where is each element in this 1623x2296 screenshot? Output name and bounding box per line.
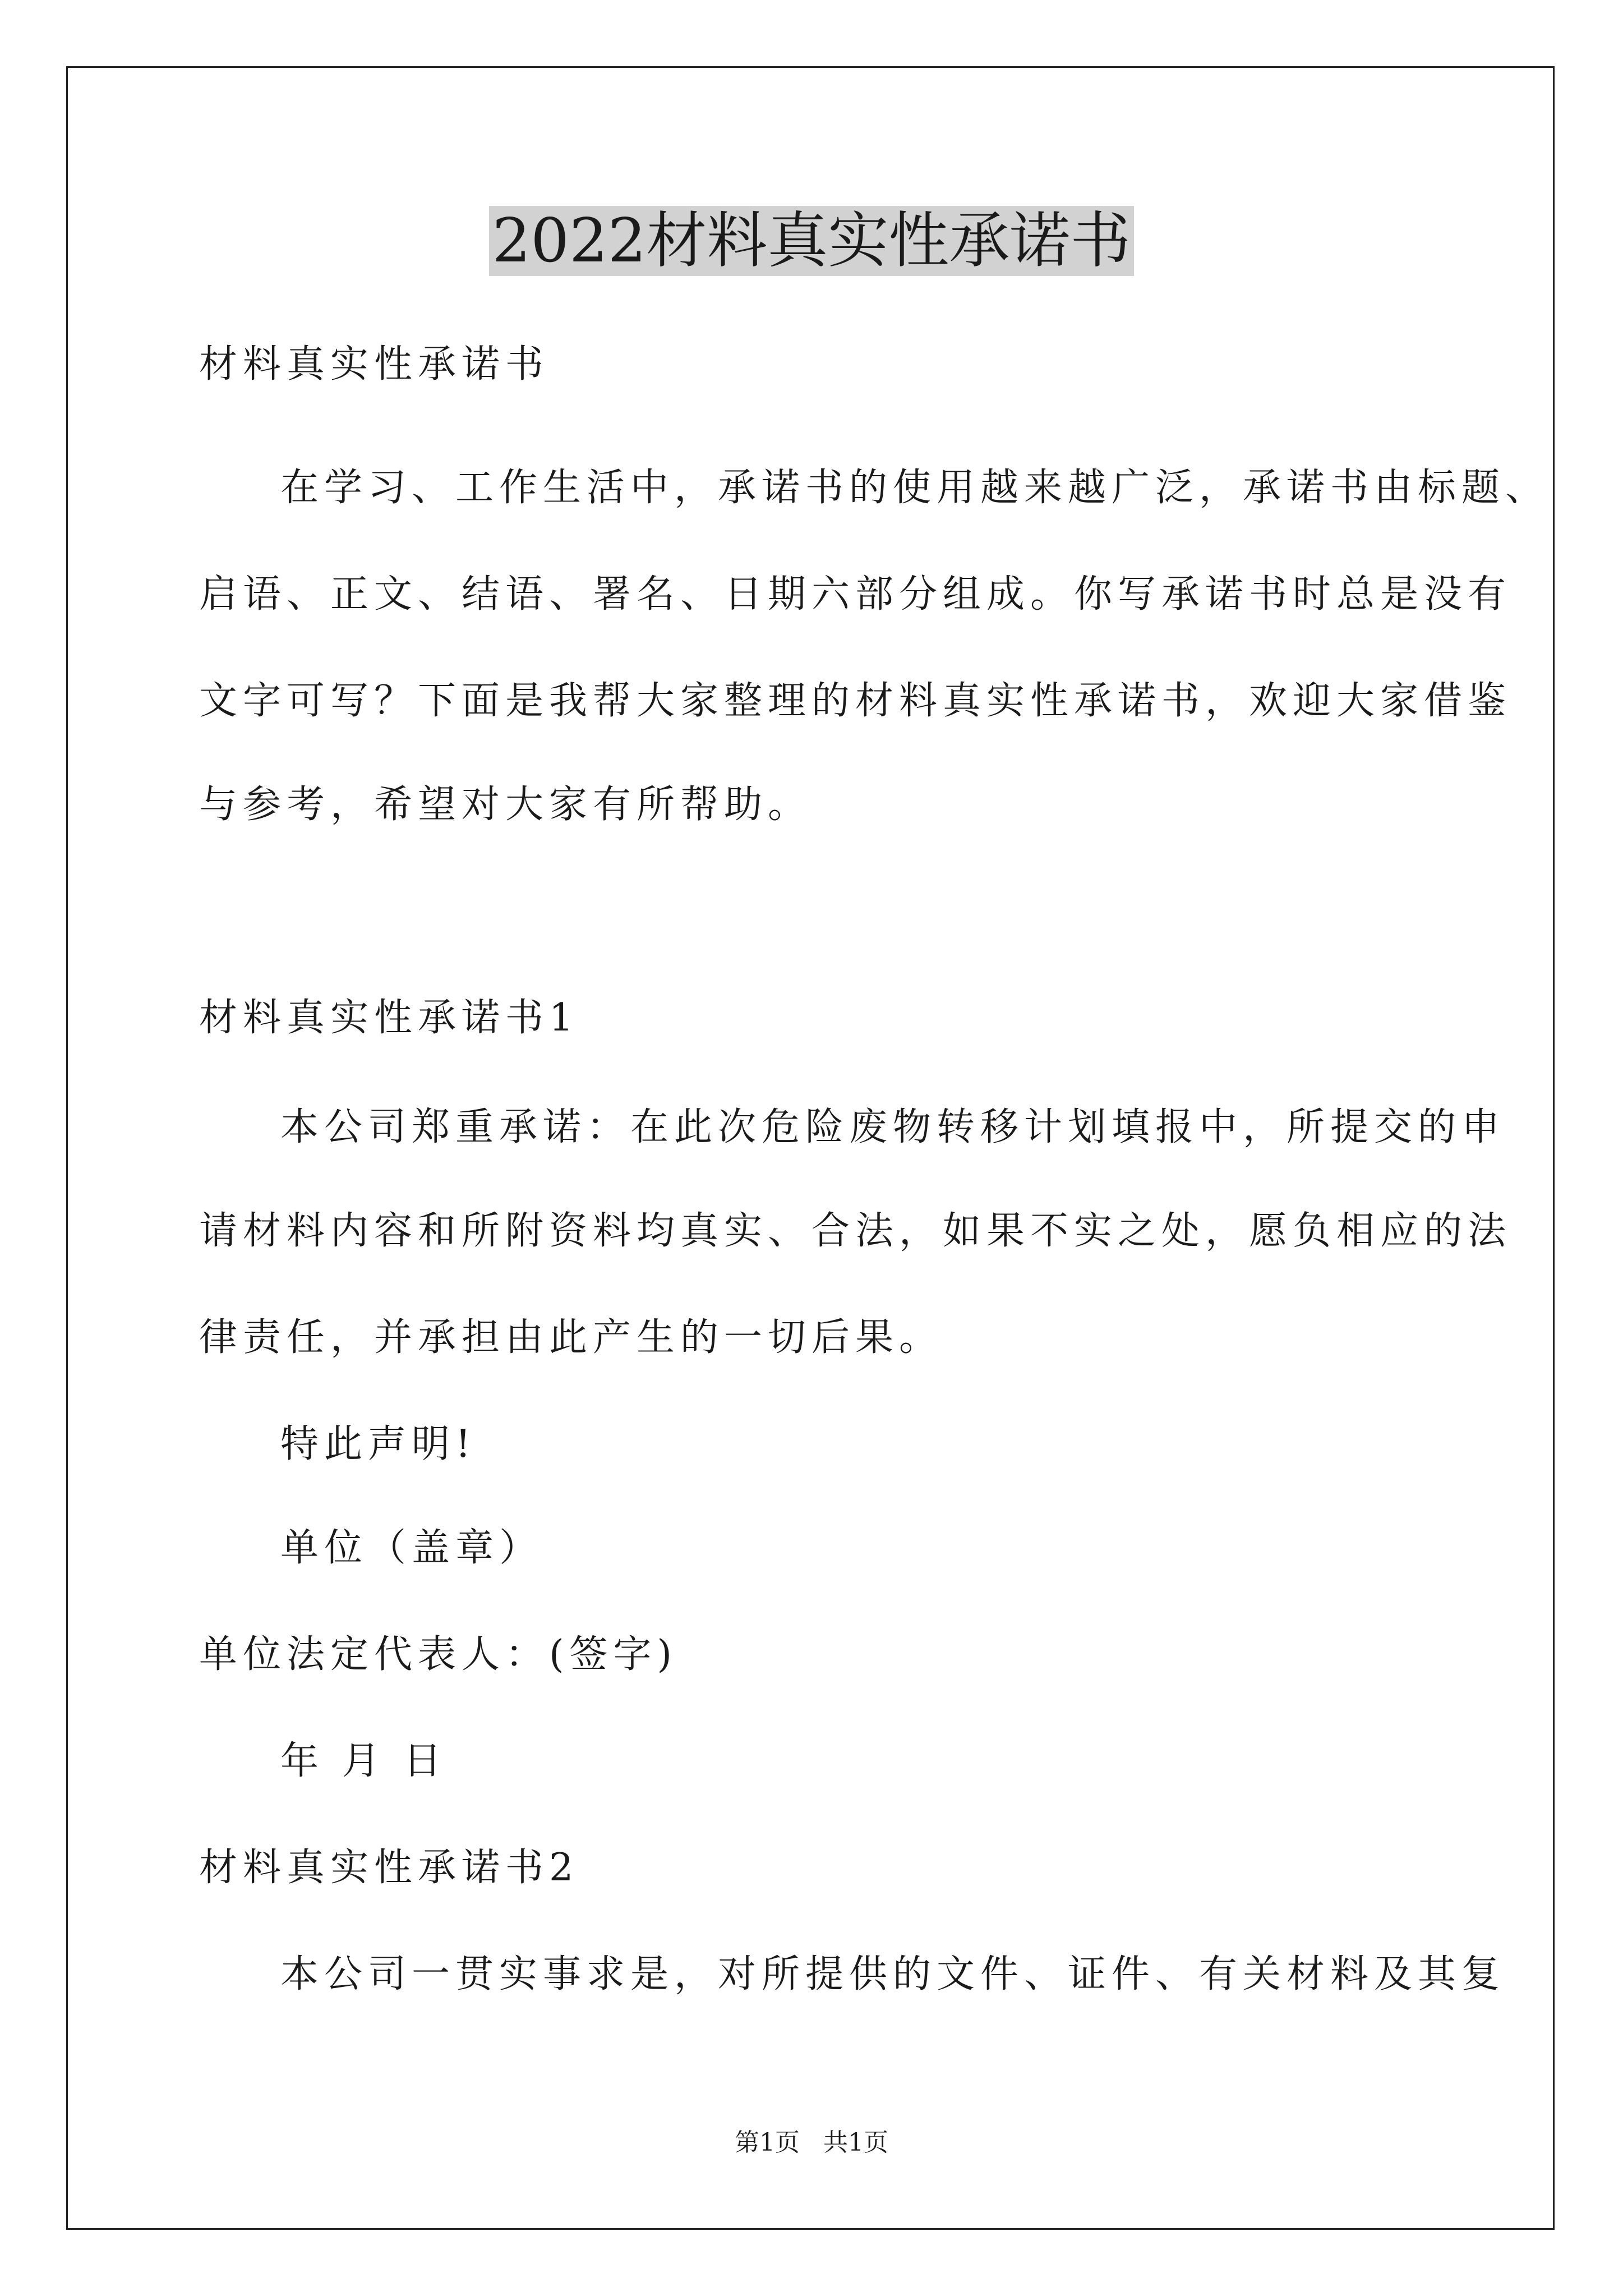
seal-line: 单位（盖章） xyxy=(280,1526,543,1570)
page-footer: 第1页 共1页 xyxy=(735,2128,888,2157)
paragraph-line: 律责任，并承担由此产生的一切后果。 xyxy=(199,1315,943,1360)
paragraph-line: 本公司郑重承诺：在此次危险废物转移计划填报中，所提交的申 xyxy=(280,1105,1506,1149)
date-line: 年 月 日 xyxy=(280,1739,448,1783)
paragraph-line: 本公司一贯实事求是，对所提供的文件、证件、有关材料及其复 xyxy=(280,1952,1506,1996)
document-title-text: 2022材料真实性承诺书 xyxy=(489,206,1135,276)
paragraph-line: 请材料内容和所附资料均真实、合法，如果不实之处，愿负相应的法 xyxy=(199,1209,1512,1253)
signature-line: 单位法定代表人：(签字) xyxy=(199,1632,678,1677)
document-title xyxy=(0,199,1623,283)
declaration-line: 特此声明! xyxy=(280,1422,477,1466)
paragraph-line: 在学习、工作生活中，承诺书的使用越来越广泛，承诺书由标题、 xyxy=(280,466,1550,510)
paragraph-line: 文字可写？下面是我帮大家整理的材料真实性承诺书，欢迎大家借鉴 xyxy=(199,679,1512,723)
paragraph-line: 启语、正文、结语、署名、日期六部分组成。你写承诺书时总是没有 xyxy=(199,572,1512,616)
section-heading-intro: 材料真实性承诺书 xyxy=(199,342,550,386)
section-heading-2: 材料真实性承诺书2 xyxy=(199,1846,579,1890)
paragraph-line: 与参考，希望对大家有所帮助。 xyxy=(199,783,812,827)
section-heading-1: 材料真实性承诺书1 xyxy=(199,996,579,1040)
